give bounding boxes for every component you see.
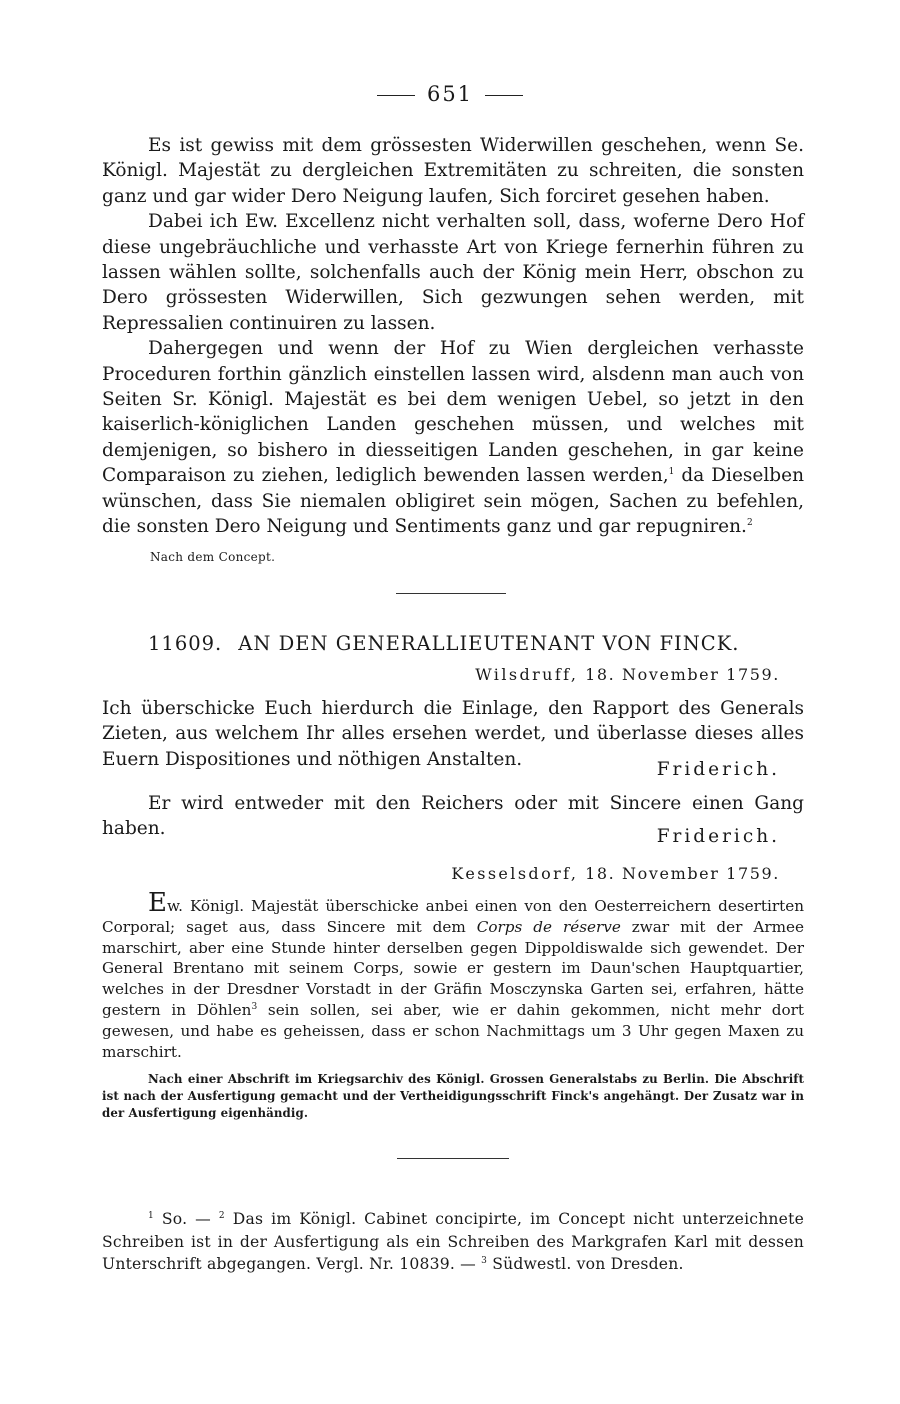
dateline-wilsdruff: Wilsdruff, 18. November 1759.: [475, 665, 780, 684]
signature-2: Friderich.: [656, 826, 780, 847]
footnote-ref-3: 3: [251, 1001, 258, 1012]
footnotes: $^1$ So. — $^2$ Das im Königl. Cabinet concipirte, im Concept nicht unterzeichnete Schreiben ist in der Ausfertigung als ein Schreiben des Markgrafen Karl mit dessen Unterschrift abgegangen. Vergl. Nr. 10839. — $^3$ Südwestl. von Dresden.: [102, 1210, 805, 1274]
document-title: AN DEN GENERALLIEUTENANT VON FINCK.: [238, 632, 740, 655]
letter-continuation: [102, 133, 804, 540]
page-number-rule-right: [485, 95, 523, 96]
initial-letter: E: [148, 888, 167, 918]
source-note-2: Nach einer Abschrift im Kriegsarchiv des Königl. Grossen Generalstabs zu Berlin. Die Abschrift ist nach der Ausfertigung gemacht und der Vertheidigungsschrift Finck's angehängt. Der Zusatz war in der Ausfertigung eigenhändig.: [102, 1072, 804, 1120]
footnote-ref-1: 1: [668, 467, 675, 478]
paragraph-2: Dabei ich Ew. Excellenz nicht verhalten soll, dass, woferne Dero Hof diese ungebräuchliche und verhasste Art von Kriege fernerhin führen zu lassen wählen sollte, solchenfalls auch der König mein Herr, obschon zu Dero grössesten Widerwillen, Sich gezwungen sehen werden, mit Repressalien continuiren zu lassen.: [102, 211, 804, 334]
letter-main: Ich überschicke Euch hierdurch die Einlage, den Rapport des Generals Zieten, aus welchem Ihr alles ersehen werdet, und überlasse dieses alles Euern Dispositiones und nöthigen Anstalten.: [102, 698, 804, 770]
page-number-rule-left: [377, 95, 415, 96]
page-number: 651: [0, 82, 900, 106]
paragraph-1: Es ist gewiss mit dem grössesten Widerwillen geschehen, wenn Se. Königl. Majestät zu dergleichen Extremitäten zu schreiten, die sonsten ganz und gar wider Dero Neigung laufen, Sich forciret gesehen haben.: [102, 135, 804, 207]
footnote-ref-2: 2: [746, 517, 753, 528]
footnote-divider: [397, 1158, 509, 1159]
section-divider: [396, 593, 506, 594]
enclosure-report: Ew. Königl. Majestät überschicke anbei einen von den Oesterreichern desertirten Corporal; saget aus, dass Sincere mit dem Corps de réserve zwar mit der Armee marschirt, aber eine Stunde hinter derselben gegen Dippoldiswalde sich gewendet. Der General Brentano mit seinem Corps, sowie er gestern im Daun'schen Hauptquartier, welches in der Dresdner Vorstadt in der Gräfin Mosczynska Garten sei, erfahren, hätte gestern in Döhlen$^3$ sein sollen, sei aber, wie er dahin gekommen, nicht mehr dort gewesen, und habe es geheissen, dass er schon Nachmittags um 3 Uhr gegen Maxen zu marschirt.: [102, 888, 805, 1061]
source-note-1: Nach dem Concept.: [150, 550, 276, 564]
dateline-kesselsdorf: Kesselsdorf, 18. November 1759.: [451, 864, 780, 883]
document-number: 11609.: [148, 632, 223, 655]
document-heading: [148, 632, 739, 655]
paragraph-3: Dahergegen und wenn der Hof zu Wien dergleichen verhasste Proceduren forthin gänzlich einstellen lassen wird, alsdenn man auch von Seiten Sr. Königl. Majestät es bei dem wenigen Uebel, so jetzt in den kaiserlich-königlichen Landen geschehen müssen, und welches mit demjenigen, so bishero in diesseitigen Landen geschehen, in gar keine Comparaison zu ziehen, lediglich bewenden lassen werden,$^1$ da Dieselben wünschen, dass Sie niemalen obligiret sein mögen, Sachen zu befehlen, die sonsten Dero Neigung und Sentiments ganz und gar repugniren.$^2$: [102, 338, 804, 538]
signature-1: Friderich.: [656, 759, 780, 780]
letter-postscript: Er wird entweder mit den Reichers oder mit Sincere einen Gang haben.: [102, 793, 804, 840]
